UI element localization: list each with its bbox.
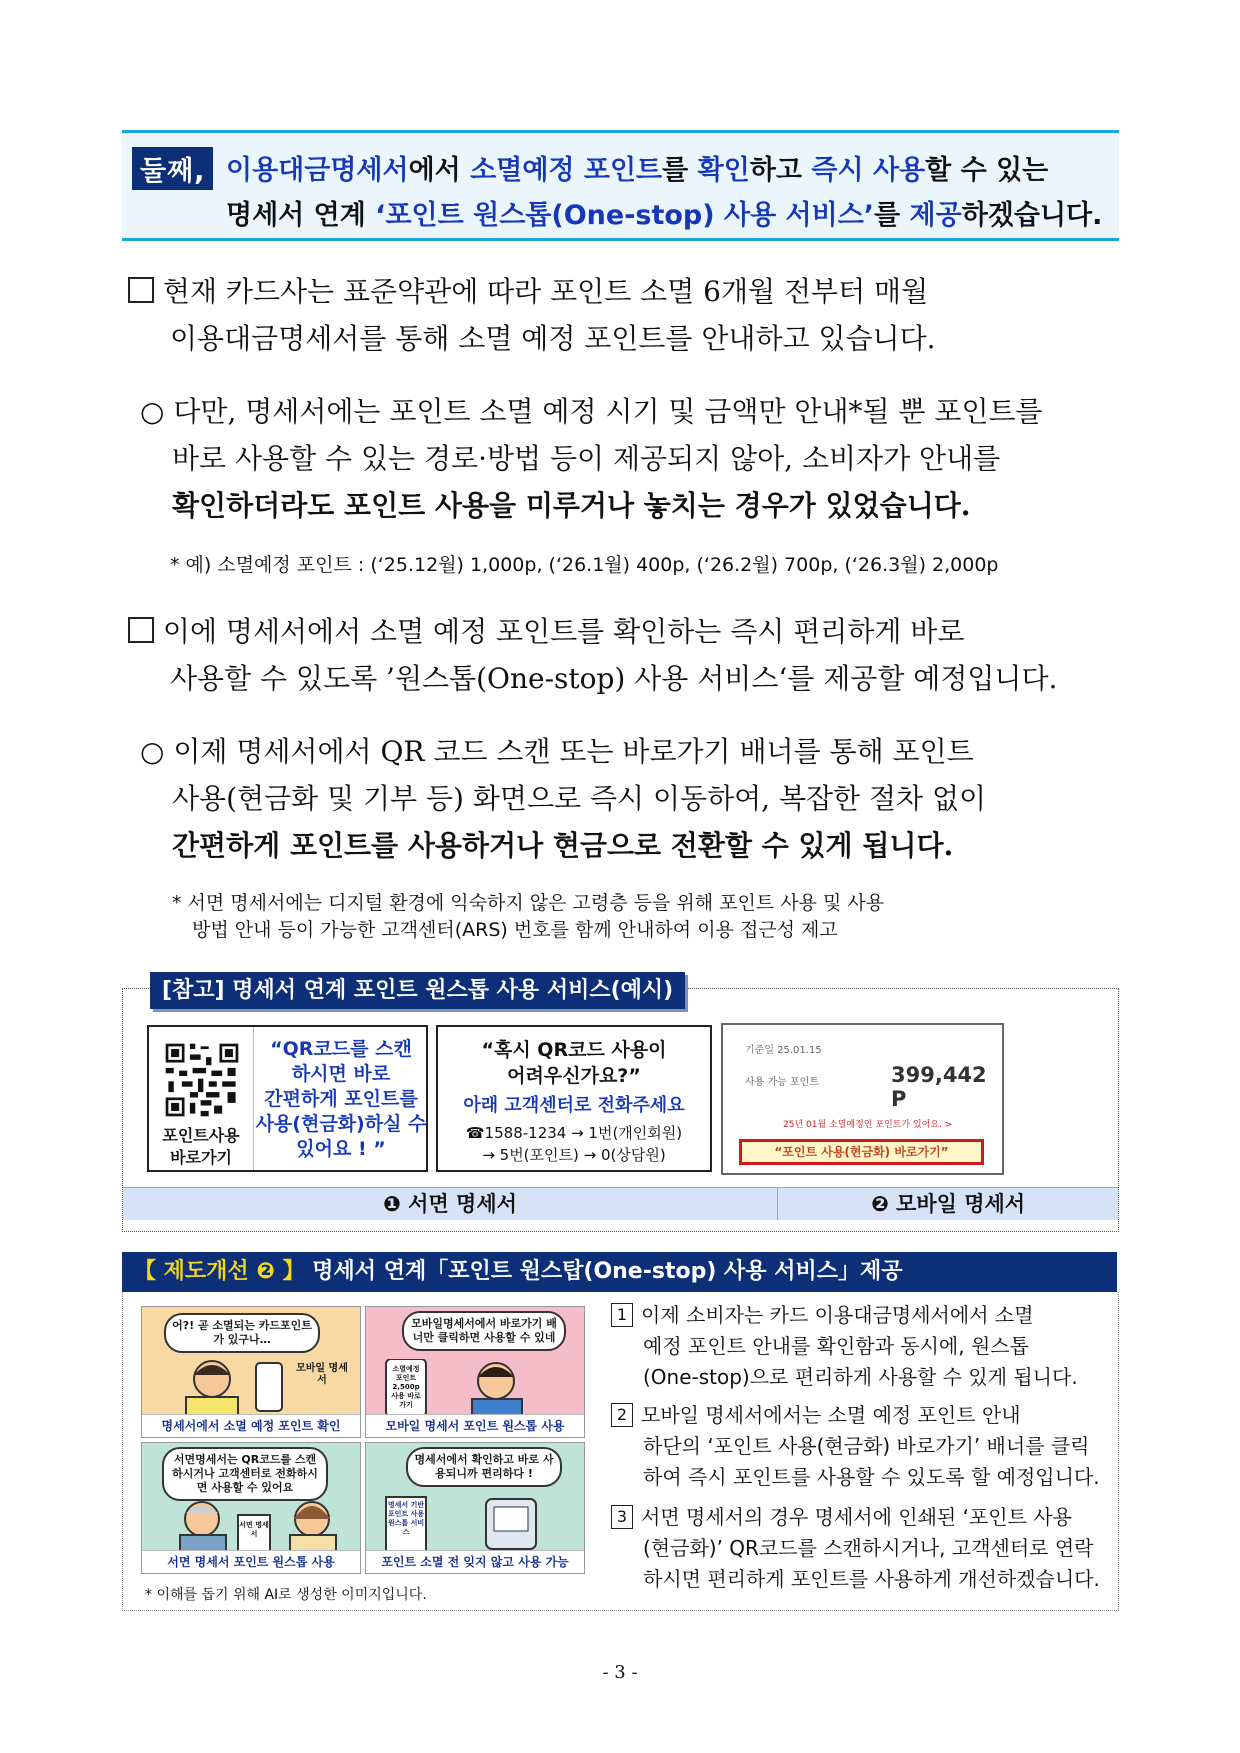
qr-card bbox=[147, 1025, 428, 1172]
cc-quote-1: “혹시 QR코드 사용이 bbox=[481, 1039, 667, 1061]
para3-line1: 이에 명세서에서 소멸 예정 포인트를 확인하는 즉시 편리하게 바로 bbox=[162, 615, 965, 648]
improvement-header: 【 제도개선 ❷ 】 명세서 연계「포인트 원스탑(One-stop) 사용 서비스」제공 bbox=[122, 1252, 1117, 1292]
illustration-panel-1: 어?! 곧 소멸되는 카드포인트가 있구나… 모바일 명세서 명세서에서 소멸 예정 포인트 확인 bbox=[141, 1306, 361, 1438]
checkbox-bullet-icon bbox=[128, 277, 154, 303]
mobile-statement-card bbox=[721, 1023, 1004, 1175]
improvement-item-2: 2 모바일 명세서에서는 소멸 예정 포인트 안내 하단의 ‘포인트 사용(현금화) 바로가기’ 배너를 클릭 하여 즉시 포인트를 사용할 수 있도록 할 예정입니다. bbox=[611, 1400, 1100, 1493]
mobile-points: 399,442 P bbox=[891, 1063, 987, 1111]
man-with-phone-icon bbox=[172, 1357, 292, 1417]
caption-paper: ❶ 서면 명세서 bbox=[123, 1187, 778, 1220]
circle-bullet-icon: ○ bbox=[140, 395, 165, 428]
cc-phone-1: ☎1588-1234 → 1번(개인회원) bbox=[465, 1124, 683, 1142]
call-center-card bbox=[436, 1025, 712, 1172]
cc-quote-2: 어려우신가요?” bbox=[507, 1065, 641, 1087]
section-heading bbox=[122, 130, 1119, 241]
illustration-panel-2: 모바일명세서에서 바로가기 배너만 클릭하면 사용할 수 있네 소멸예정 포인트 2,500p 사용 바로가기 모바일 명세서 포인트 원스톱 사용 bbox=[365, 1306, 585, 1438]
qr-code-icon bbox=[163, 1041, 241, 1119]
heading-tag: 둘째, bbox=[132, 147, 213, 190]
improvement-box bbox=[122, 1292, 1119, 1611]
reference-title: [참고] 명세서 연계 포인트 원스톱 사용 서비스(예시) bbox=[150, 972, 685, 1009]
illustration-panel-3: 서면명세서는 QR코드를 스캔하시거나 고객센터로 전화하시면 사용할 수 있어요 서면 명세서 서면 명세서 포인트 원스톱 사용 bbox=[141, 1442, 361, 1574]
mobile-date: 기준일 25.01.15 bbox=[745, 1045, 822, 1056]
heading-line2: 명세서 연계 ‘포인트 원스톱(One-stop) 사용 서비스’를 제공하겠습니다. bbox=[226, 200, 1103, 231]
para4-line1: 이제 명세서에서 QR 코드 스캔 또는 바로가기 배너를 통해 포인트 bbox=[173, 735, 974, 768]
footnote-example: * 예) 소멸예정 포인트 : (‘25.12월) 1,000p, (‘26.1월) 400p, (‘26.2월) 700p, (‘26.3월) 2,000p bbox=[170, 554, 999, 576]
footnote-seniors: * 서면 명세서에는 디지털 환경에 익숙하지 않은 고령층 등을 위해 포인트 사용 및 사용 방법 안내 등이 가능한 고객센터(ARS) 번호를 함께 안내하여 이용 접근성 제고 bbox=[172, 892, 885, 941]
improvement-item-3: 3 서면 명세서의 경우 명세서에 인쇄된 ‘포인트 사용 (현금화)’ QR코드를 스캔하시거나, 고객센터로 연락 하시면 편리하게 포인트를 사용하게 개선하겠습니다. bbox=[611, 1502, 1100, 1595]
paragraph-3 bbox=[128, 608, 1057, 702]
qr-label: 포인트사용 바로가기 bbox=[162, 1126, 240, 1167]
mobile-notice: 25년 01월 소멸예정인 포인트가 있어요. > bbox=[783, 1120, 953, 1130]
mobile-label: 사용 가능 포인트 bbox=[745, 1077, 819, 1088]
paragraph-2 bbox=[140, 388, 1043, 529]
para4-line3: 간편하게 포인트를 사용하거나 현금으로 전환할 수 있게 됩니다. bbox=[172, 829, 954, 862]
circle-bullet-icon: ○ bbox=[140, 735, 165, 768]
cc-instruction: 아래 고객센터로 전화주세요 bbox=[463, 1095, 685, 1116]
improvement-item-1: 1 이제 소비자는 카드 이용대금명세서에서 소멸 예정 포인트 안내를 확인함과 동시에, 원스톱 (One-stop)으로 편리하게 사용할 수 있게 됩니다. bbox=[611, 1300, 1078, 1393]
para1-line2: 이용대금명세서를 통해 소멸 예정 포인트를 안내하고 있습니다. bbox=[170, 322, 936, 355]
qr-quote: “QR코드를 스캔 하시면 바로 간편하게 포인트를 사용(현금화)하실 수 있어요 ! ” bbox=[255, 1038, 427, 1160]
page-number: - 3 - bbox=[602, 1662, 638, 1683]
cc-phone-2: → 5번(포인트) → 0(상담원) bbox=[482, 1146, 666, 1164]
para1-line1: 현재 카드사는 표준약관에 따라 포인트 소멸 6개월 전부터 매월 bbox=[162, 275, 929, 308]
checkbox-bullet-icon bbox=[128, 617, 154, 643]
para2-line1: 다만, 명세서에는 포인트 소멸 예정 시기 및 금액만 안내*될 뿐 포인트를 bbox=[173, 395, 1043, 428]
caption-mobile: ❷ 모바일 명세서 bbox=[778, 1187, 1118, 1220]
para2-line3: 확인하더라도 포인트 사용을 미루거나 놓치는 경우가 있었습니다. bbox=[172, 489, 971, 522]
paragraph-4 bbox=[140, 728, 986, 869]
paragraph-1 bbox=[128, 268, 936, 362]
mobile-point-banner[interactable]: “포인트 사용(현금화) 바로가기” bbox=[739, 1139, 984, 1165]
para2-line2: 바로 사용할 수 있는 경로·방법 등이 제공되지 않아, 소비자가 안내를 bbox=[172, 442, 1001, 475]
illustration-panel-4: 명세서에서 확인하고 바로 사용되니까 편리하다 ! 명세서 기반 포인트 사용 원스톱 서비스 포인트 소멸 전 잊지 않고 사용 가능 bbox=[365, 1442, 585, 1574]
reference-box bbox=[122, 988, 1119, 1232]
ai-note: * 이해를 돕기 위해 AI로 생성한 이미지입니다. bbox=[145, 1587, 427, 1603]
heading-line1: 이용대금명세서에서 소멸예정 포인트를 확인하고 즉시 사용할 수 있는 bbox=[226, 155, 1049, 186]
para4-line2: 사용(현금화 및 기부 등) 화면으로 즉시 이동하여, 복잡한 절차 없이 bbox=[172, 782, 987, 815]
para3-line2: 사용할 수 있도록 ’원스톱(One-stop) 사용 서비스‘를 제공할 예정입니다. bbox=[170, 662, 1058, 695]
